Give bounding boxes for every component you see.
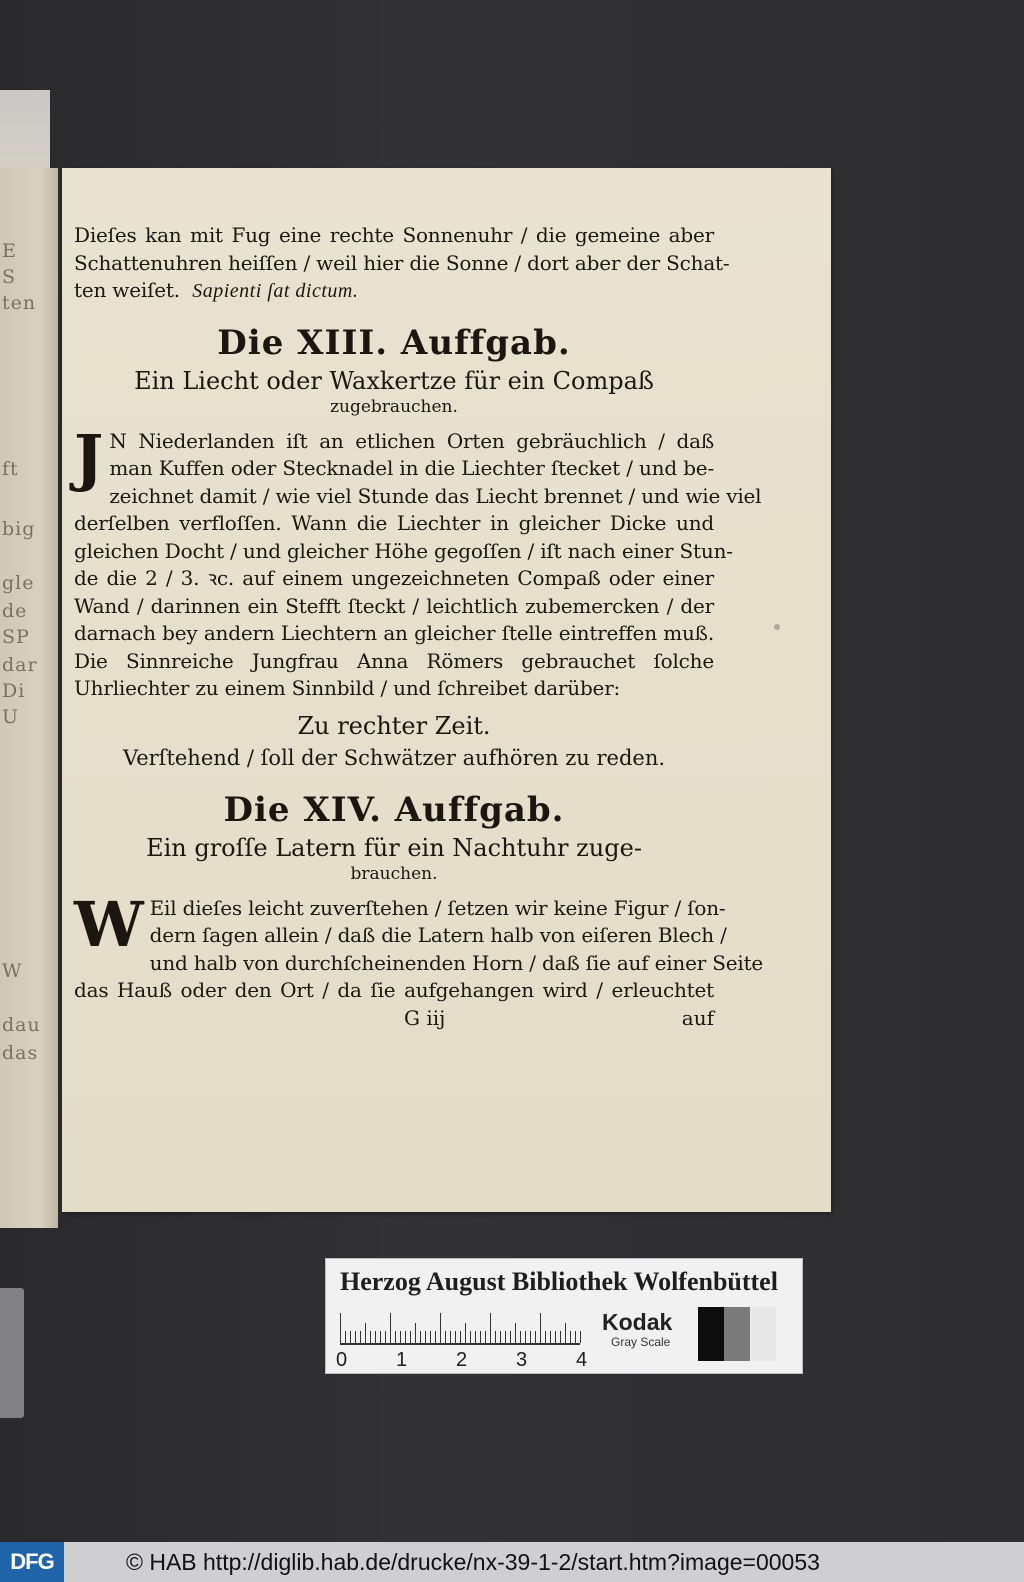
- gray-patch-dark: [698, 1307, 724, 1361]
- page-text-block: [74, 222, 764, 1031]
- latin-phrase: Sapienti ſat dictum.: [192, 280, 359, 302]
- text-line: dern ſagen allein / daß die Latern halb von eiſeren Blech /: [149, 923, 727, 947]
- ruler-tick: [395, 1331, 396, 1343]
- ruler-tick: [580, 1331, 581, 1343]
- scanner-tab: [0, 1288, 24, 1418]
- text-line: zeichnet damit / wie viel Stunde das Liecht brennet / und wie viel: [109, 483, 762, 508]
- ruler-tick: [345, 1331, 346, 1343]
- leaf-fragment: dau: [2, 1014, 41, 1036]
- text-line: N Niederlanden iſt an etlichen Orten gebräuchlich / daß: [109, 428, 714, 453]
- ruler-tick: [450, 1331, 451, 1343]
- ruler-tick: [560, 1331, 561, 1343]
- ruler-tick: [480, 1331, 481, 1343]
- text-line-end: ten weiſet.: [74, 278, 180, 302]
- ruler-tick: [475, 1331, 476, 1343]
- section-subtitle-13: Ein Liecht oder Waxkertze für ein Compaß: [134, 366, 654, 395]
- ruler-tick: [500, 1331, 501, 1343]
- ruler-tick: [385, 1331, 386, 1343]
- kodak-subtitle: Gray Scale: [611, 1335, 671, 1349]
- ruler-tick: [445, 1331, 446, 1343]
- ruler-tick: [530, 1331, 531, 1343]
- ruler-tick: [380, 1331, 381, 1343]
- text-line: gleichen Docht / und gleicher Höhe gegoſſen / iſt nach einer Stun-: [74, 538, 733, 563]
- source-credit-link[interactable]: © HAB http://diglib.hab.de/drucke/nx-39-1-2/start.htm?image=00053: [126, 1548, 820, 1575]
- text-line: [74, 277, 714, 306]
- leaf-fragment: SP: [2, 626, 30, 648]
- ruler-tick: [520, 1331, 521, 1343]
- leaf-fragment: gle: [2, 572, 35, 594]
- ruler-tick: [425, 1331, 426, 1343]
- viewer-footer: [0, 1542, 1024, 1582]
- adjacent-leaf-top: [0, 90, 50, 170]
- ruler-tick: [550, 1331, 551, 1343]
- ruler-tick: [390, 1313, 391, 1343]
- section-heading-13: Die XIII. Auffgab.: [217, 322, 571, 363]
- text-line: man Kuffen oder Stecknadel in die Liechter ſtecket / und be-: [109, 456, 714, 480]
- ruler-number: 3: [516, 1349, 528, 1371]
- ruler-tick: [340, 1313, 341, 1343]
- text-line: de die 2 / 3. ꝛc. auf einem ungezeichneten Compaß oder einer: [74, 566, 714, 590]
- text-line: das Hauß oder den Ort / da ſie aufgehangen wird / erleuchtet: [74, 978, 714, 1002]
- text-line: Eil dieſes leicht zuverſtehen / ſetzen wir keine Figur / ſon-: [149, 895, 726, 920]
- kodak-logo: Kodak: [602, 1309, 673, 1335]
- ruler-tick: [420, 1331, 421, 1343]
- ruler-number: 4: [576, 1349, 588, 1371]
- ruler-number: 0: [336, 1349, 348, 1371]
- ruler-tick: [355, 1331, 356, 1343]
- ruler-tick: [460, 1331, 461, 1343]
- text-line: Die Sinnreiche Jungfrau Anna Römers gebrauchet ſolche: [74, 648, 714, 673]
- leaf-fragment: de: [2, 600, 28, 622]
- paragraph-14: [74, 887, 764, 1005]
- ruler-tick: [430, 1331, 431, 1343]
- section-heading-14: Die XIV. Auffgab.: [223, 789, 565, 830]
- ruler-tick: [415, 1323, 416, 1343]
- text-line: Schattenuhren heiſſen / weil hier die Sonne / dort aber der Schat-: [74, 250, 730, 275]
- catchword: auf: [681, 1005, 714, 1030]
- text-line: Dieſes kan mit Fug eine rechte Sonnenuhr / die gemeine aber: [74, 223, 714, 247]
- ruler-number: 2: [456, 1349, 468, 1371]
- ruler-tick: [485, 1331, 486, 1343]
- motto: Zu rechter Zeit.: [297, 711, 491, 740]
- leaf-fragment: ft: [2, 458, 19, 480]
- page-foot: [74, 1005, 714, 1031]
- ruler-tick: [410, 1331, 411, 1343]
- ruler-tick: [435, 1331, 436, 1343]
- ruler-tick: [555, 1331, 556, 1343]
- leaf-fragment: Di: [2, 680, 26, 702]
- ruler-tick: [510, 1331, 511, 1343]
- leaf-fragment: S: [2, 266, 17, 288]
- ruler-tick: [440, 1313, 441, 1343]
- section-subtitle-13-cont: zugebrauchen.: [330, 396, 458, 417]
- paragraph-13: [74, 420, 762, 703]
- leaf-fragment: big: [2, 518, 36, 540]
- ruler-tick: [525, 1331, 526, 1343]
- ruler-tick: [360, 1331, 361, 1343]
- ruler-tick: [400, 1331, 401, 1343]
- ruler-tick: [375, 1331, 376, 1343]
- text-line: Uhrliechter zu einem Sinnbild / und ſchreibet darüber:: [74, 676, 621, 700]
- ruler-tick: [405, 1331, 406, 1343]
- ruler-tick: [370, 1331, 371, 1343]
- text-line: Wand / darinnen ein Stefft ſteckt / leichtlich zubemercken / der: [74, 593, 714, 618]
- text-line: darnach bey andern Liechtern an gleicher ſtelle eintreffen muß.: [74, 621, 714, 645]
- text-line: und halb von durchſcheinenden Horn / daß ſie auf einer Seite: [149, 950, 764, 975]
- ruler-tick: [515, 1323, 516, 1343]
- leaf-fragment: ten: [2, 292, 37, 314]
- scale-ruler: [340, 1309, 580, 1345]
- ruler-tick: [540, 1313, 541, 1343]
- ruler-number: 1: [396, 1349, 408, 1371]
- ruler-tick: [570, 1331, 571, 1343]
- section-subtitle-14-cont: brauchen.: [350, 863, 438, 884]
- ruler-tick: [565, 1323, 566, 1343]
- ruler-tick: [575, 1331, 576, 1343]
- leaf-fragment: E: [2, 240, 17, 262]
- leaf-fragment: U: [2, 706, 20, 728]
- gray-patch-mid: [724, 1307, 750, 1361]
- ruler-tick: [490, 1313, 491, 1343]
- ruler-tick: [545, 1331, 546, 1343]
- ruler-tick: [495, 1331, 496, 1343]
- ruler-tick: [470, 1331, 471, 1343]
- ruler-tick: [455, 1331, 456, 1343]
- ruler-tick: [535, 1331, 536, 1343]
- library-name: Herzog August Bibliothek Wolfenbüttel: [340, 1267, 778, 1296]
- text-line: derſelben verfloſſen. Wann die Liechter in gleicher Dicke und: [74, 511, 714, 535]
- ruler-tick: [365, 1323, 366, 1343]
- leaf-fragment: das: [2, 1042, 39, 1064]
- ruler-tick: [505, 1331, 506, 1343]
- gray-patch-light: [750, 1307, 776, 1361]
- motto-explanation: Verſtehend / ſoll der Schwätzer aufhören zu reden.: [122, 745, 666, 770]
- section-subtitle-14: Ein groſſe Latern für ein Nachtuhr zuge-: [146, 833, 642, 862]
- drop-initial: W: [74, 887, 144, 961]
- ruler-tick: [465, 1323, 466, 1343]
- book-page: [62, 168, 831, 1212]
- leaf-fragment: W: [2, 960, 23, 982]
- signature-mark: G iij: [404, 1005, 446, 1030]
- color-target-card: [325, 1258, 803, 1374]
- ruler-tick: [350, 1331, 351, 1343]
- drop-initial: J: [74, 420, 104, 494]
- leaf-fragment: dar: [2, 654, 38, 676]
- dfg-logo: DFG: [0, 1542, 64, 1582]
- paper-blemish: [774, 624, 780, 630]
- adjacent-leaf: [0, 168, 58, 1228]
